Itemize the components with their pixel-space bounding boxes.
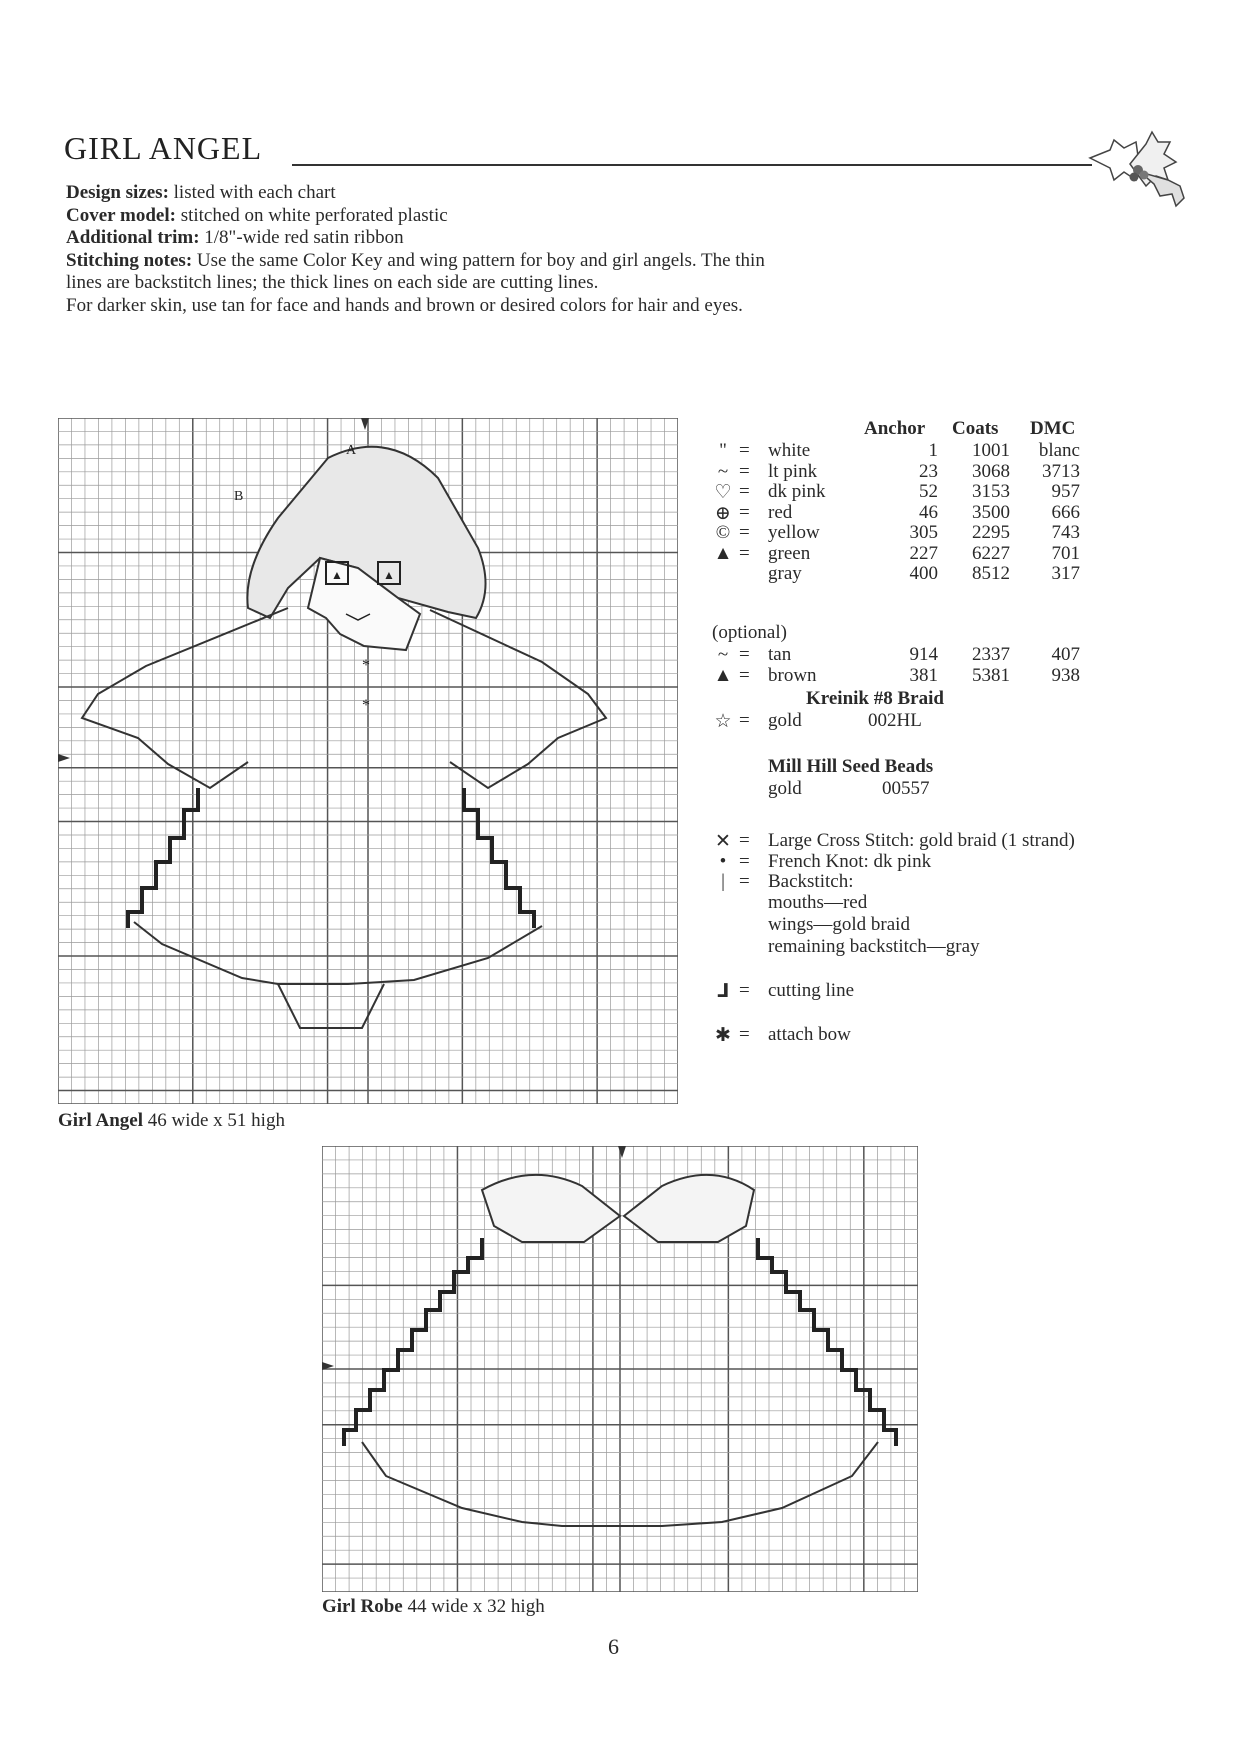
dmc-number: 666: [1051, 501, 1080, 523]
key-symbol: ©: [715, 522, 731, 543]
stitch-row-0: [712, 830, 1232, 852]
anchor-number: 46: [919, 501, 938, 523]
eye-symbol-right: ▲: [383, 568, 395, 582]
trim-label: Additional trim:: [66, 227, 200, 248]
key-name: green: [768, 542, 811, 564]
holly-icon: [1080, 128, 1190, 208]
kreinik-eq: =: [739, 710, 750, 731]
optional-row-tan: [712, 644, 1232, 666]
notes-line-2: lines are backstitch lines; the thick lines on each side are cutting lines.: [66, 272, 599, 293]
stitch-text: Large Cross Stitch: gold braid (1 strand): [768, 830, 1075, 851]
anchor-number: 381: [909, 664, 938, 686]
center-arrow-left: [58, 754, 70, 762]
key-name: lt pink: [768, 460, 818, 482]
coats-number: 1001: [972, 440, 1010, 461]
kreinik-title: Kreinik #8 Braid: [806, 688, 944, 709]
coats-number: 3068: [972, 460, 1010, 482]
color-row-red: [712, 502, 1232, 524]
key-eq: =: [739, 542, 750, 564]
stitch-symbol-icon: •: [719, 850, 727, 872]
backstitch-detail-3: remaining backstitch—gray: [768, 936, 980, 957]
anchor-number: 227: [909, 542, 938, 564]
key-name: red: [768, 501, 793, 523]
coats-number: 3153: [972, 481, 1010, 502]
girl-angel-caption-size: 46 wide x 51 high: [142, 1110, 285, 1131]
stitch-row-2: [712, 871, 1232, 893]
optional-label: (optional): [712, 622, 787, 643]
center-arrow-top: [618, 1146, 626, 1158]
cutting-line-row: [712, 980, 1232, 1002]
angel-body: [82, 608, 606, 1028]
page-title: GIRL ANGEL: [64, 130, 263, 166]
backstitch-detail-1: mouths—red: [768, 892, 868, 913]
key-name: tan: [768, 644, 792, 665]
star-icon: ☆: [714, 711, 732, 732]
cutting-text: cutting line: [768, 980, 855, 1001]
key-head-anchor: Anchor: [864, 418, 926, 439]
stitch-symbol-icon: |: [721, 871, 725, 892]
beads-title: Mill Hill Seed Beads: [768, 756, 934, 777]
dmc-number: 317: [1051, 563, 1080, 584]
cutting-lines: [128, 788, 534, 928]
bow-eq: =: [739, 1024, 750, 1045]
color-row-green: [712, 543, 1232, 565]
point-label-a: A: [346, 443, 357, 458]
beads-row: [712, 778, 1232, 800]
stitch-eq: =: [739, 830, 750, 851]
backstitch-detail-2: wings—gold braid: [768, 914, 910, 935]
key-eq: =: [739, 481, 750, 502]
design-sizes-value: listed with each chart: [168, 182, 336, 203]
stitch-symbol-icon: ✕: [715, 831, 731, 852]
bow-text: attach bow: [768, 1024, 851, 1045]
key-symbol: ~: [717, 460, 729, 482]
key-name: gray: [768, 563, 802, 584]
coats-number: 5381: [972, 664, 1010, 686]
title-rule: [292, 164, 1092, 166]
anchor-number: 23: [919, 460, 938, 482]
asterisk-icon: ✱: [715, 1025, 731, 1046]
robe-collar: [482, 1175, 754, 1242]
key-eq: =: [739, 644, 750, 665]
girl-robe-chart: [322, 1146, 918, 1592]
key-eq: =: [739, 522, 750, 543]
kreinik-name: gold: [768, 710, 802, 731]
key-eq: =: [739, 460, 750, 482]
stitch-row-1: [712, 851, 1232, 873]
cover-model-value: stitched on white perforated plastic: [175, 204, 448, 226]
anchor-number: 914: [909, 644, 938, 665]
anchor-number: 400: [909, 563, 938, 584]
anchor-number: 305: [909, 522, 938, 543]
color-row-lt-pink: [712, 461, 1232, 483]
key-head-dmc: DMC: [1030, 418, 1076, 439]
key-name: dk pink: [768, 481, 826, 502]
stitch-eq: =: [739, 850, 750, 872]
dmc-number: 957: [1051, 481, 1080, 502]
key-symbol: ▲: [713, 664, 733, 686]
optional-row-brown: [712, 665, 1232, 687]
girl-angel-caption-name: Girl Angel: [58, 1110, 143, 1131]
design-sizes-label: Design sizes:: [66, 182, 169, 203]
key-symbol: ▲: [713, 542, 733, 564]
coats-number: 2295: [972, 522, 1010, 543]
stitch-text: Backstitch:: [768, 871, 854, 892]
dmc-number: 743: [1051, 522, 1080, 543]
point-label-b: B: [234, 489, 244, 504]
kreinik-row: [712, 710, 1232, 732]
cutting-eq: =: [739, 980, 750, 1001]
dmc-number: 407: [1051, 644, 1080, 665]
key-eq: =: [739, 501, 750, 523]
color-row-gray: [712, 563, 1232, 585]
girl-robe-caption: [322, 1596, 545, 1618]
coats-number: 2337: [972, 644, 1010, 665]
key-eq: =: [739, 440, 750, 461]
key-head-coats: Coats: [952, 418, 999, 439]
bow-mark-2: *: [362, 697, 370, 714]
color-row-white: [712, 440, 1232, 462]
coats-number: 8512: [972, 563, 1010, 584]
trim-value: 1/8"-wide red satin ribbon: [199, 227, 404, 248]
beads-code: 00557: [882, 778, 930, 799]
intro-text: [66, 182, 1066, 317]
key-symbol: ⊕: [715, 502, 731, 524]
dmc-number: 701: [1051, 542, 1080, 564]
stitch-eq: =: [739, 871, 750, 892]
stitch-text: French Knot: dk pink: [768, 850, 932, 872]
key-symbol: ♡: [714, 482, 732, 503]
color-row-yellow: [712, 522, 1232, 544]
notes-label: Stitching notes:: [66, 249, 193, 271]
attach-bow-row: [712, 1024, 1232, 1046]
coats-number: 3500: [972, 501, 1010, 523]
key-name: white: [768, 440, 811, 461]
key-name: yellow: [768, 522, 820, 543]
key-symbol: ": [719, 440, 727, 461]
key-symbol: ~: [717, 644, 729, 665]
cover-model-label: Cover model:: [66, 204, 176, 226]
notes-line-3: For darker skin, use tan for face and hands and brown or desired colors for hair and eyes.: [66, 294, 743, 316]
dmc-number: 938: [1051, 664, 1080, 686]
dmc-number: 3713: [1042, 460, 1080, 482]
eye-symbol-left: ▲: [331, 568, 343, 582]
cutting-line-icon: ⅃: [716, 981, 730, 1002]
girl-angel-chart: [58, 418, 678, 1104]
girl-robe-caption-name: Girl Robe: [322, 1596, 403, 1617]
key-name: brown: [768, 664, 817, 686]
key-eq: =: [739, 664, 750, 686]
anchor-number: 1: [928, 440, 938, 461]
kreinik-code: 002HL: [868, 710, 922, 731]
notes-line-1: Use the same Color Key and wing pattern for boy and girl angels. The thin: [192, 249, 765, 271]
bow-mark-1: *: [362, 657, 370, 674]
color-row-dk-pink: [712, 481, 1232, 503]
dmc-number: blanc: [1038, 440, 1080, 461]
coats-number: 6227: [972, 542, 1010, 564]
girl-robe-caption-size: 44 wide x 32 high: [402, 1596, 545, 1617]
girl-angel-caption: [58, 1110, 285, 1132]
anchor-number: 52: [919, 481, 938, 502]
beads-name: gold: [768, 778, 802, 799]
page-number: 6: [608, 1634, 619, 1659]
